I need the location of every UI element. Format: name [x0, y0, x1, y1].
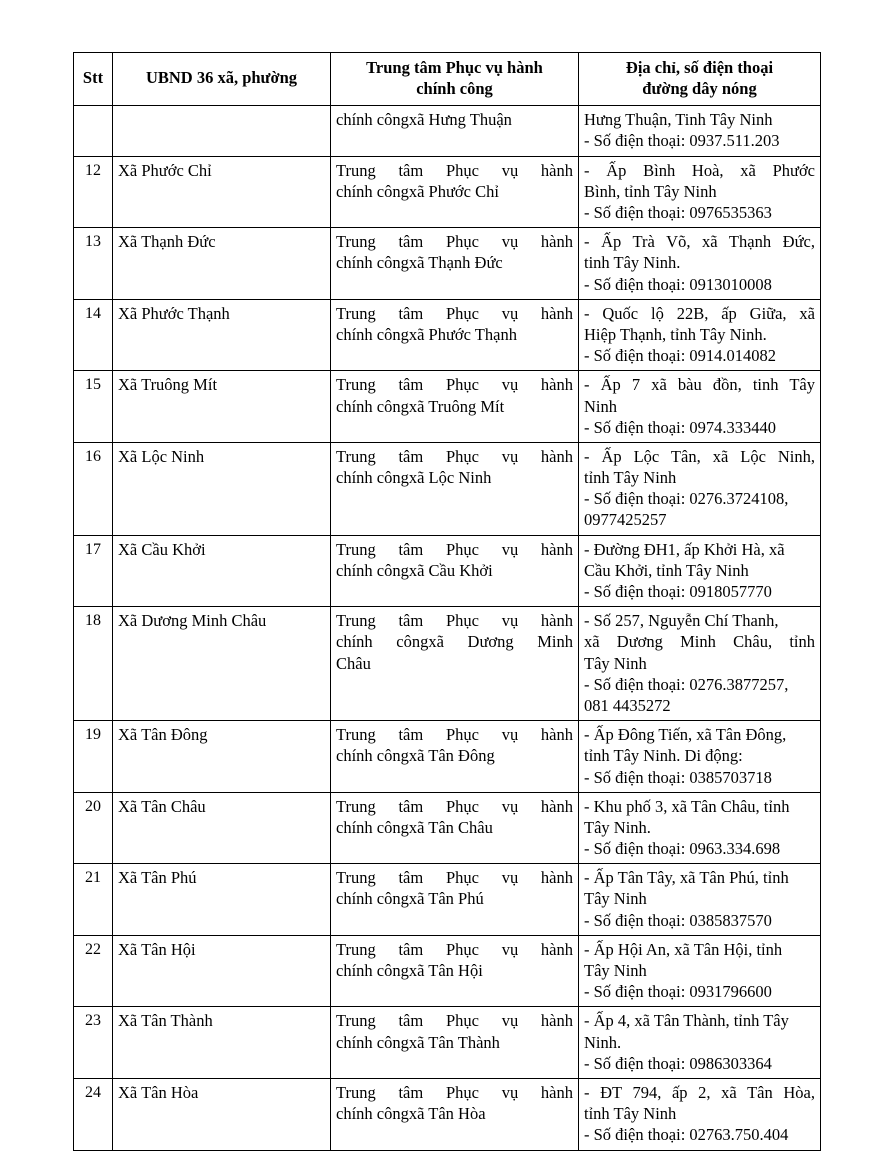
cell-stt: 12 — [74, 156, 113, 228]
table-row — [74, 792, 821, 864]
address-line: - Số 257, Nguyễn Chí Thanh, — [584, 611, 779, 631]
cell-address — [579, 792, 821, 864]
address-line: Tây Ninh. — [584, 817, 651, 837]
address-line: - Quốc lộ 22B, ấp Giữa, xã — [584, 303, 815, 323]
service-center-line: Trung tâm Phục vụ hành — [336, 160, 573, 180]
address-line: 0977425257 — [584, 510, 667, 530]
table-row — [74, 935, 821, 1007]
cell-stt: 18 — [74, 607, 113, 721]
cell-stt: 16 — [74, 442, 113, 535]
cell-ubnd: Xã Tân Đông — [113, 721, 331, 793]
cell-ubnd: Xã Tân Phú — [113, 864, 331, 936]
address-line: 081 4435272 — [584, 695, 671, 715]
address-line: - Số điện thoại: 0963.334.698 — [584, 839, 781, 859]
cell-service-center — [331, 607, 579, 721]
service-center-line: chính côngxã Truông Mít — [336, 396, 505, 416]
address-line: tỉnh Tây Ninh. Di động: — [584, 746, 743, 766]
service-center-line: Trung tâm Phục vụ hành — [336, 232, 573, 252]
cell-address — [579, 228, 821, 300]
address-line: - Ấp Đông Tiến, xã Tân Đông, — [584, 725, 787, 745]
column-header-service-center-line2: chính công — [416, 78, 493, 98]
address-line: - Đường ĐH1, ấp Khởi Hà, xã — [584, 539, 785, 559]
table-row — [74, 106, 821, 156]
table-row — [74, 607, 821, 721]
address-line: - Số điện thoại: 0385703718 — [584, 767, 772, 787]
address-line: - Ấp Hội An, xã Tân Hội, tỉnh — [584, 939, 783, 959]
service-center-line: chính côngxã Tân Châu — [336, 817, 493, 837]
address-line: - Ấp 7 xã bàu đồn, tinh Tây — [584, 375, 815, 395]
column-header-ubnd: UBND 36 xã, phường — [113, 53, 331, 106]
address-line: Hưng Thuận, Tinh Tây Ninh — [584, 110, 773, 130]
service-center-line: Trung tâm Phục vụ hành — [336, 725, 573, 745]
address-line: Tây Ninh — [584, 889, 647, 909]
service-center-line: chính côngxã Tân Hòa — [336, 1104, 486, 1124]
service-center-line: Trung tâm Phục vụ hành — [336, 1082, 573, 1102]
cell-service-center — [331, 935, 579, 1007]
address-line: - Số điện thoại: 0914.014082 — [584, 346, 777, 366]
cell-ubnd: Xã Truông Mít — [113, 371, 331, 443]
address-line: Bình, tỉnh Tây Ninh — [584, 181, 717, 201]
cell-service-center — [331, 156, 579, 228]
table-body — [74, 106, 821, 1150]
cell-address — [579, 371, 821, 443]
cell-address — [579, 535, 821, 607]
service-center-line: chính côngxã Phước Thạnh — [336, 324, 517, 344]
address-line: - ĐT 794, ấp 2, xã Tân Hòa, — [584, 1082, 815, 1102]
cell-stt: 17 — [74, 535, 113, 607]
service-center-line: Trung tâm Phục vụ hành — [336, 939, 573, 959]
service-center-line: Trung tâm Phục vụ hành — [336, 375, 573, 395]
table-row — [74, 299, 821, 371]
cell-address — [579, 1078, 821, 1150]
service-center-line: chính côngxã Lộc Ninh — [336, 468, 492, 488]
cell-service-center — [331, 371, 579, 443]
cell-stt: 13 — [74, 228, 113, 300]
service-center-line: chính côngxã Cầu Khởi — [336, 560, 493, 580]
cell-address — [579, 607, 821, 721]
address-line: - Khu phố 3, xã Tân Châu, tỉnh — [584, 796, 790, 816]
cell-service-center — [331, 792, 579, 864]
cell-ubnd: Xã Thạnh Đức — [113, 228, 331, 300]
address-line: - Số điện thoại: 0918057770 — [584, 582, 772, 601]
cell-service-center — [331, 721, 579, 793]
address-line: - Số điện thoại: 0937.511.203 — [584, 131, 780, 151]
address-line: - Số điện thoại: 0385837570 — [584, 910, 772, 930]
cell-stt: 21 — [74, 864, 113, 936]
cell-ubnd — [113, 106, 331, 156]
cell-service-center — [331, 535, 579, 607]
address-line: Ninh — [584, 396, 617, 416]
cell-stt: 14 — [74, 299, 113, 371]
address-line: - Ấp Trà Võ, xã Thạnh Đức, — [584, 232, 815, 252]
cell-service-center — [331, 1007, 579, 1079]
address-line: - Ấp 4, xã Tân Thành, tỉnh Tây — [584, 1011, 789, 1031]
service-center-line: Trung tâm Phục vụ hành — [336, 446, 573, 466]
address-line: Hiệp Thạnh, tỉnh Tây Ninh. — [584, 324, 767, 344]
cell-ubnd: Xã Dương Minh Châu — [113, 607, 331, 721]
cell-stt: 22 — [74, 935, 113, 1007]
service-center-line: chính côngxã Dương Minh — [336, 632, 573, 652]
address-line: - Ấp Tân Tây, xã Tân Phú, tỉnh — [584, 868, 789, 888]
table-row — [74, 442, 821, 535]
cell-service-center — [331, 442, 579, 535]
cell-service-center — [331, 864, 579, 936]
cell-address — [579, 442, 821, 535]
service-center-line: Trung tâm Phục vụ hành — [336, 611, 573, 631]
service-center-line: Trung tâm Phục vụ hành — [336, 868, 573, 888]
address-line: - Số điện thoại: 0931796600 — [584, 982, 772, 1002]
table-header — [74, 53, 821, 106]
address-line: - Ấp Lộc Tân, xã Lộc Ninh, — [584, 446, 815, 466]
administrative-centers-table — [73, 52, 821, 1151]
cell-address — [579, 106, 821, 156]
service-center-line: Châu — [336, 653, 371, 673]
column-header-service-center — [331, 53, 579, 106]
address-line: - Số điện thoại: 0986303364 — [584, 1053, 772, 1073]
address-line: - Số điện thoại: 0913010008 — [584, 274, 772, 294]
table-row — [74, 156, 821, 228]
address-line: - Số điện thoại: 0974.333440 — [584, 417, 777, 437]
table-row — [74, 228, 821, 300]
service-center-line: chính côngxã Tân Đông — [336, 746, 495, 766]
service-center-line: chính côngxã Tân Hội — [336, 961, 483, 980]
cell-ubnd: Xã Cầu Khởi — [113, 535, 331, 607]
service-center-line: chính côngxã Hưng Thuận — [336, 110, 512, 130]
service-center-line: Trung tâm Phục vụ hành — [336, 303, 573, 323]
address-line: - Số điện thoại: 0276.3877257, — [584, 674, 789, 694]
address-line: xã Dương Minh Châu, tỉnh — [584, 632, 815, 652]
cell-address — [579, 1007, 821, 1079]
address-line: tinh Tây Ninh. — [584, 253, 681, 273]
service-center-line: chính côngxã Tân Phú — [336, 889, 484, 909]
column-header-service-center-line1: Trung tâm Phục vụ hành — [366, 58, 543, 77]
cell-ubnd: Xã Phước Thạnh — [113, 299, 331, 371]
cell-ubnd: Xã Tân Hòa — [113, 1078, 331, 1150]
cell-ubnd: Xã Tân Hội — [113, 935, 331, 1007]
address-line: Cầu Khởi, tỉnh Tây Ninh — [584, 560, 749, 580]
cell-ubnd: Xã Phước Chỉ — [113, 156, 331, 228]
cell-service-center — [331, 106, 579, 156]
column-header-address-hotline — [579, 53, 821, 106]
table-row — [74, 1007, 821, 1079]
address-line: - Số điện thoại: 0976535363 — [584, 203, 772, 222]
column-header-address-line1: Địa chỉ, số điện thoại — [625, 58, 774, 77]
address-line: Ninh. — [584, 1032, 622, 1052]
cell-address — [579, 935, 821, 1007]
address-line: - Số điện thoại: 0276.3724108, — [584, 489, 789, 509]
cell-stt: 15 — [74, 371, 113, 443]
cell-ubnd: Xã Lộc Ninh — [113, 442, 331, 535]
address-line: Tây Ninh — [584, 653, 647, 673]
table-row — [74, 535, 821, 607]
cell-ubnd: Xã Tân Thành — [113, 1007, 331, 1079]
table-row — [74, 1078, 821, 1150]
service-center-line: chính côngxã Phước Chỉ — [336, 181, 499, 201]
address-line: tỉnh Tây Ninh — [584, 1104, 677, 1124]
cell-service-center — [331, 228, 579, 300]
cell-ubnd: Xã Tân Châu — [113, 792, 331, 864]
service-center-line: chính côngxã Thạnh Đức — [336, 253, 503, 273]
address-line: - Số điện thoại: 02763.750.404 — [584, 1125, 789, 1145]
address-line: tỉnh Tây Ninh — [584, 468, 677, 488]
cell-address — [579, 299, 821, 371]
cell-address — [579, 721, 821, 793]
service-center-line: Trung tâm Phục vụ hành — [336, 539, 573, 559]
address-line: Tây Ninh — [584, 961, 647, 980]
column-header-address-line2: đường dây nóng — [642, 78, 757, 98]
cell-address — [579, 156, 821, 228]
service-center-line: chính côngxã Tân Thành — [336, 1032, 500, 1052]
cell-stt: 20 — [74, 792, 113, 864]
cell-stt: 24 — [74, 1078, 113, 1150]
cell-stt: 23 — [74, 1007, 113, 1079]
address-line: - Ấp Bình Hoà, xã Phước — [584, 160, 815, 180]
cell-address — [579, 864, 821, 936]
table-header-row — [74, 53, 821, 106]
service-center-line: Trung tâm Phục vụ hành — [336, 1011, 573, 1031]
service-center-line: Trung tâm Phục vụ hành — [336, 796, 573, 816]
cell-service-center — [331, 1078, 579, 1150]
column-header-stt: Stt — [74, 53, 113, 106]
table-row — [74, 371, 821, 443]
cell-stt: 19 — [74, 721, 113, 793]
cell-stt — [74, 106, 113, 156]
table-row — [74, 721, 821, 793]
cell-service-center — [331, 299, 579, 371]
table-row — [74, 864, 821, 936]
